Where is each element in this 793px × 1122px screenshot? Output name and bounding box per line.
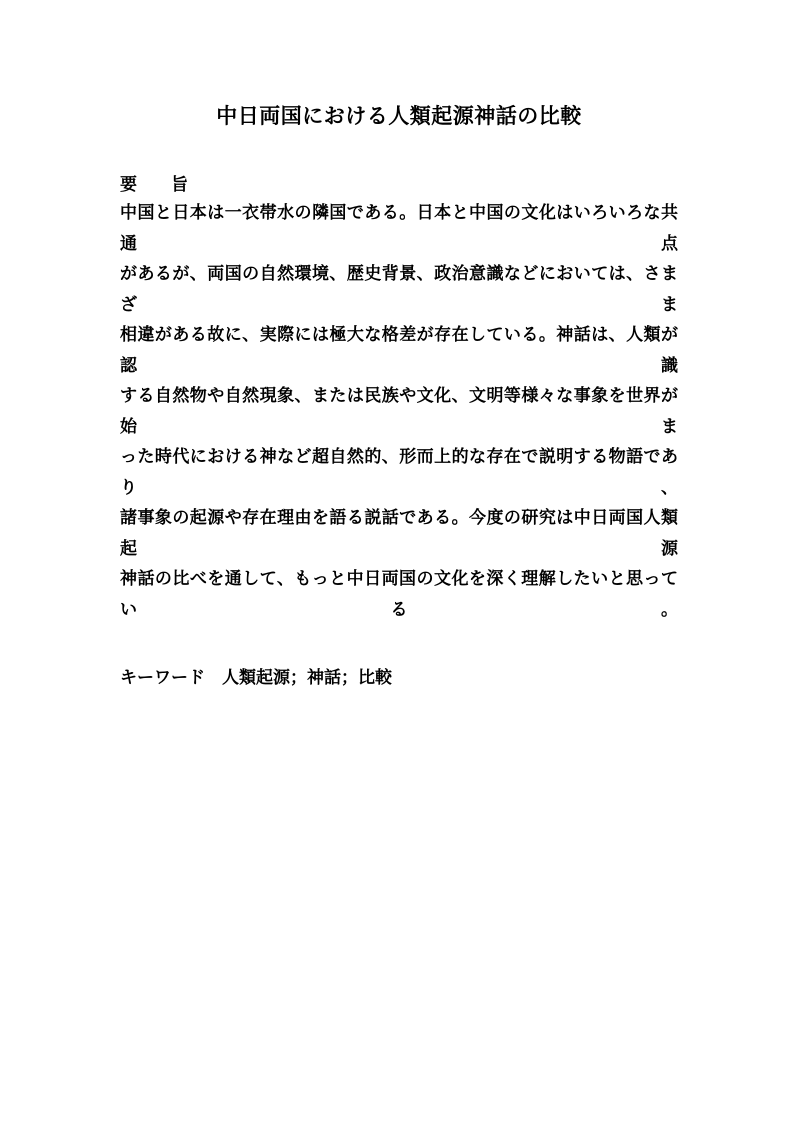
abstract-line: 相違がある故に、実際には極大な格差が存在している。神話は、人類が認識 [120, 325, 678, 375]
abstract-line: った時代における神など超自然的、形而上的な存在で説明する物語であり、 [120, 447, 678, 497]
abstract-line: 神話の比べを通して、もっと中日両国の文化を深く理解したいと思っている。 [120, 569, 678, 619]
keywords-line: キーワード 人類起源；神話；比較 [120, 668, 392, 687]
abstract-line: 中国と日本は一衣帯水の隣国である。日本と中国の文化はいろいろな共通点 [120, 203, 678, 253]
abstract-heading: 要 旨 [120, 175, 188, 194]
abstract-line: 諸事象の起源や存在理由を語る説話である。今度の研究は中日両国人類起源 [120, 508, 678, 558]
abstract-line: する自然物や自然現象、または民族や文化、文明等様々な事象を世界が始ま [120, 386, 678, 436]
abstract-line: があるが、両国の自然環境、歴史背景、政治意識などにおいては、さまざま [120, 264, 678, 314]
abstract-paragraph [120, 198, 678, 625]
document-title: 中日両国における人類起源神話の比較 [216, 104, 582, 128]
